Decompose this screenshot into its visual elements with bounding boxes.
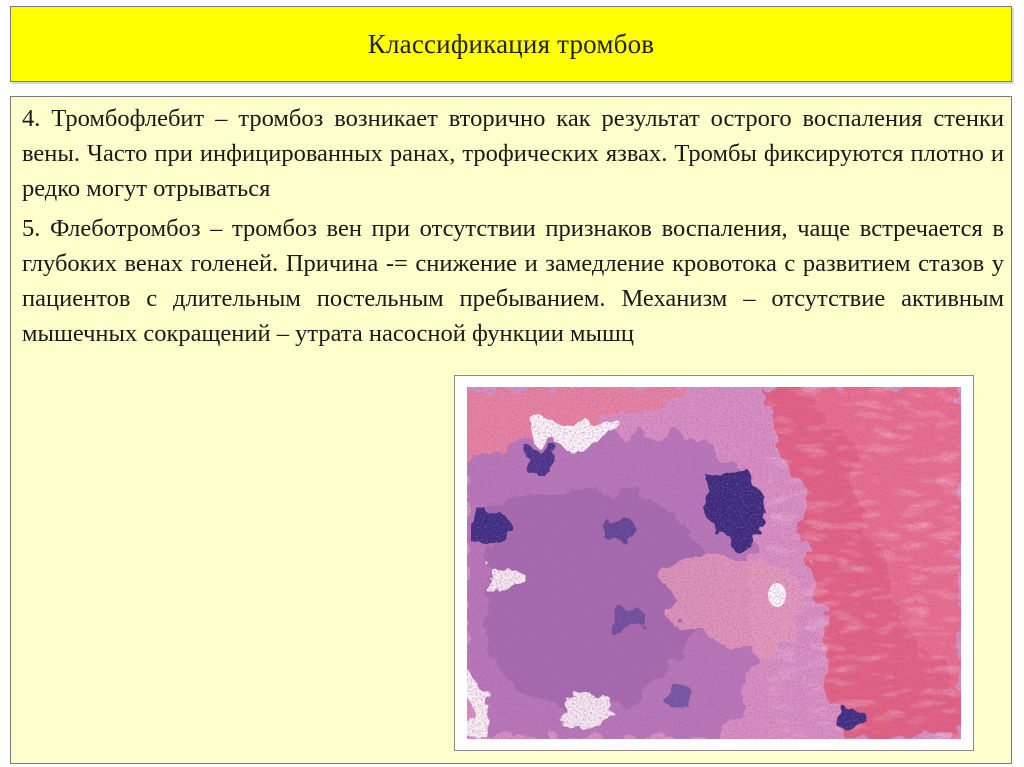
slide-title-bar (10, 6, 1012, 82)
histology-micrograph-image (467, 387, 961, 739)
paragraph-thrombophlebitis: 4. Тромбофлебит – тромбоз возникает вторично как результат острого воспаления стенки вены. Часто при инфицированных ранах, трофических язвах. Тромбы фиксируются плотно и редко могут отрываться (22, 105, 1004, 202)
slide-title: Классификация тромбов (367, 28, 655, 59)
paragraph-phlebothrombosis: 5. Флеботромбоз – тромбоз вен при отсутствии признаков воспаления, чаще встречается в глубоких венах голеней. Причина -= снижение и замедление кровотока с развитием стазов у пациентов с длительным постельным пребыванием. Механизм – отсутствие активным мышечных сокращений – утрата насосной функции мышц (22, 215, 1004, 347)
histology-image-frame (454, 375, 974, 751)
slide-content-box (10, 96, 1012, 764)
